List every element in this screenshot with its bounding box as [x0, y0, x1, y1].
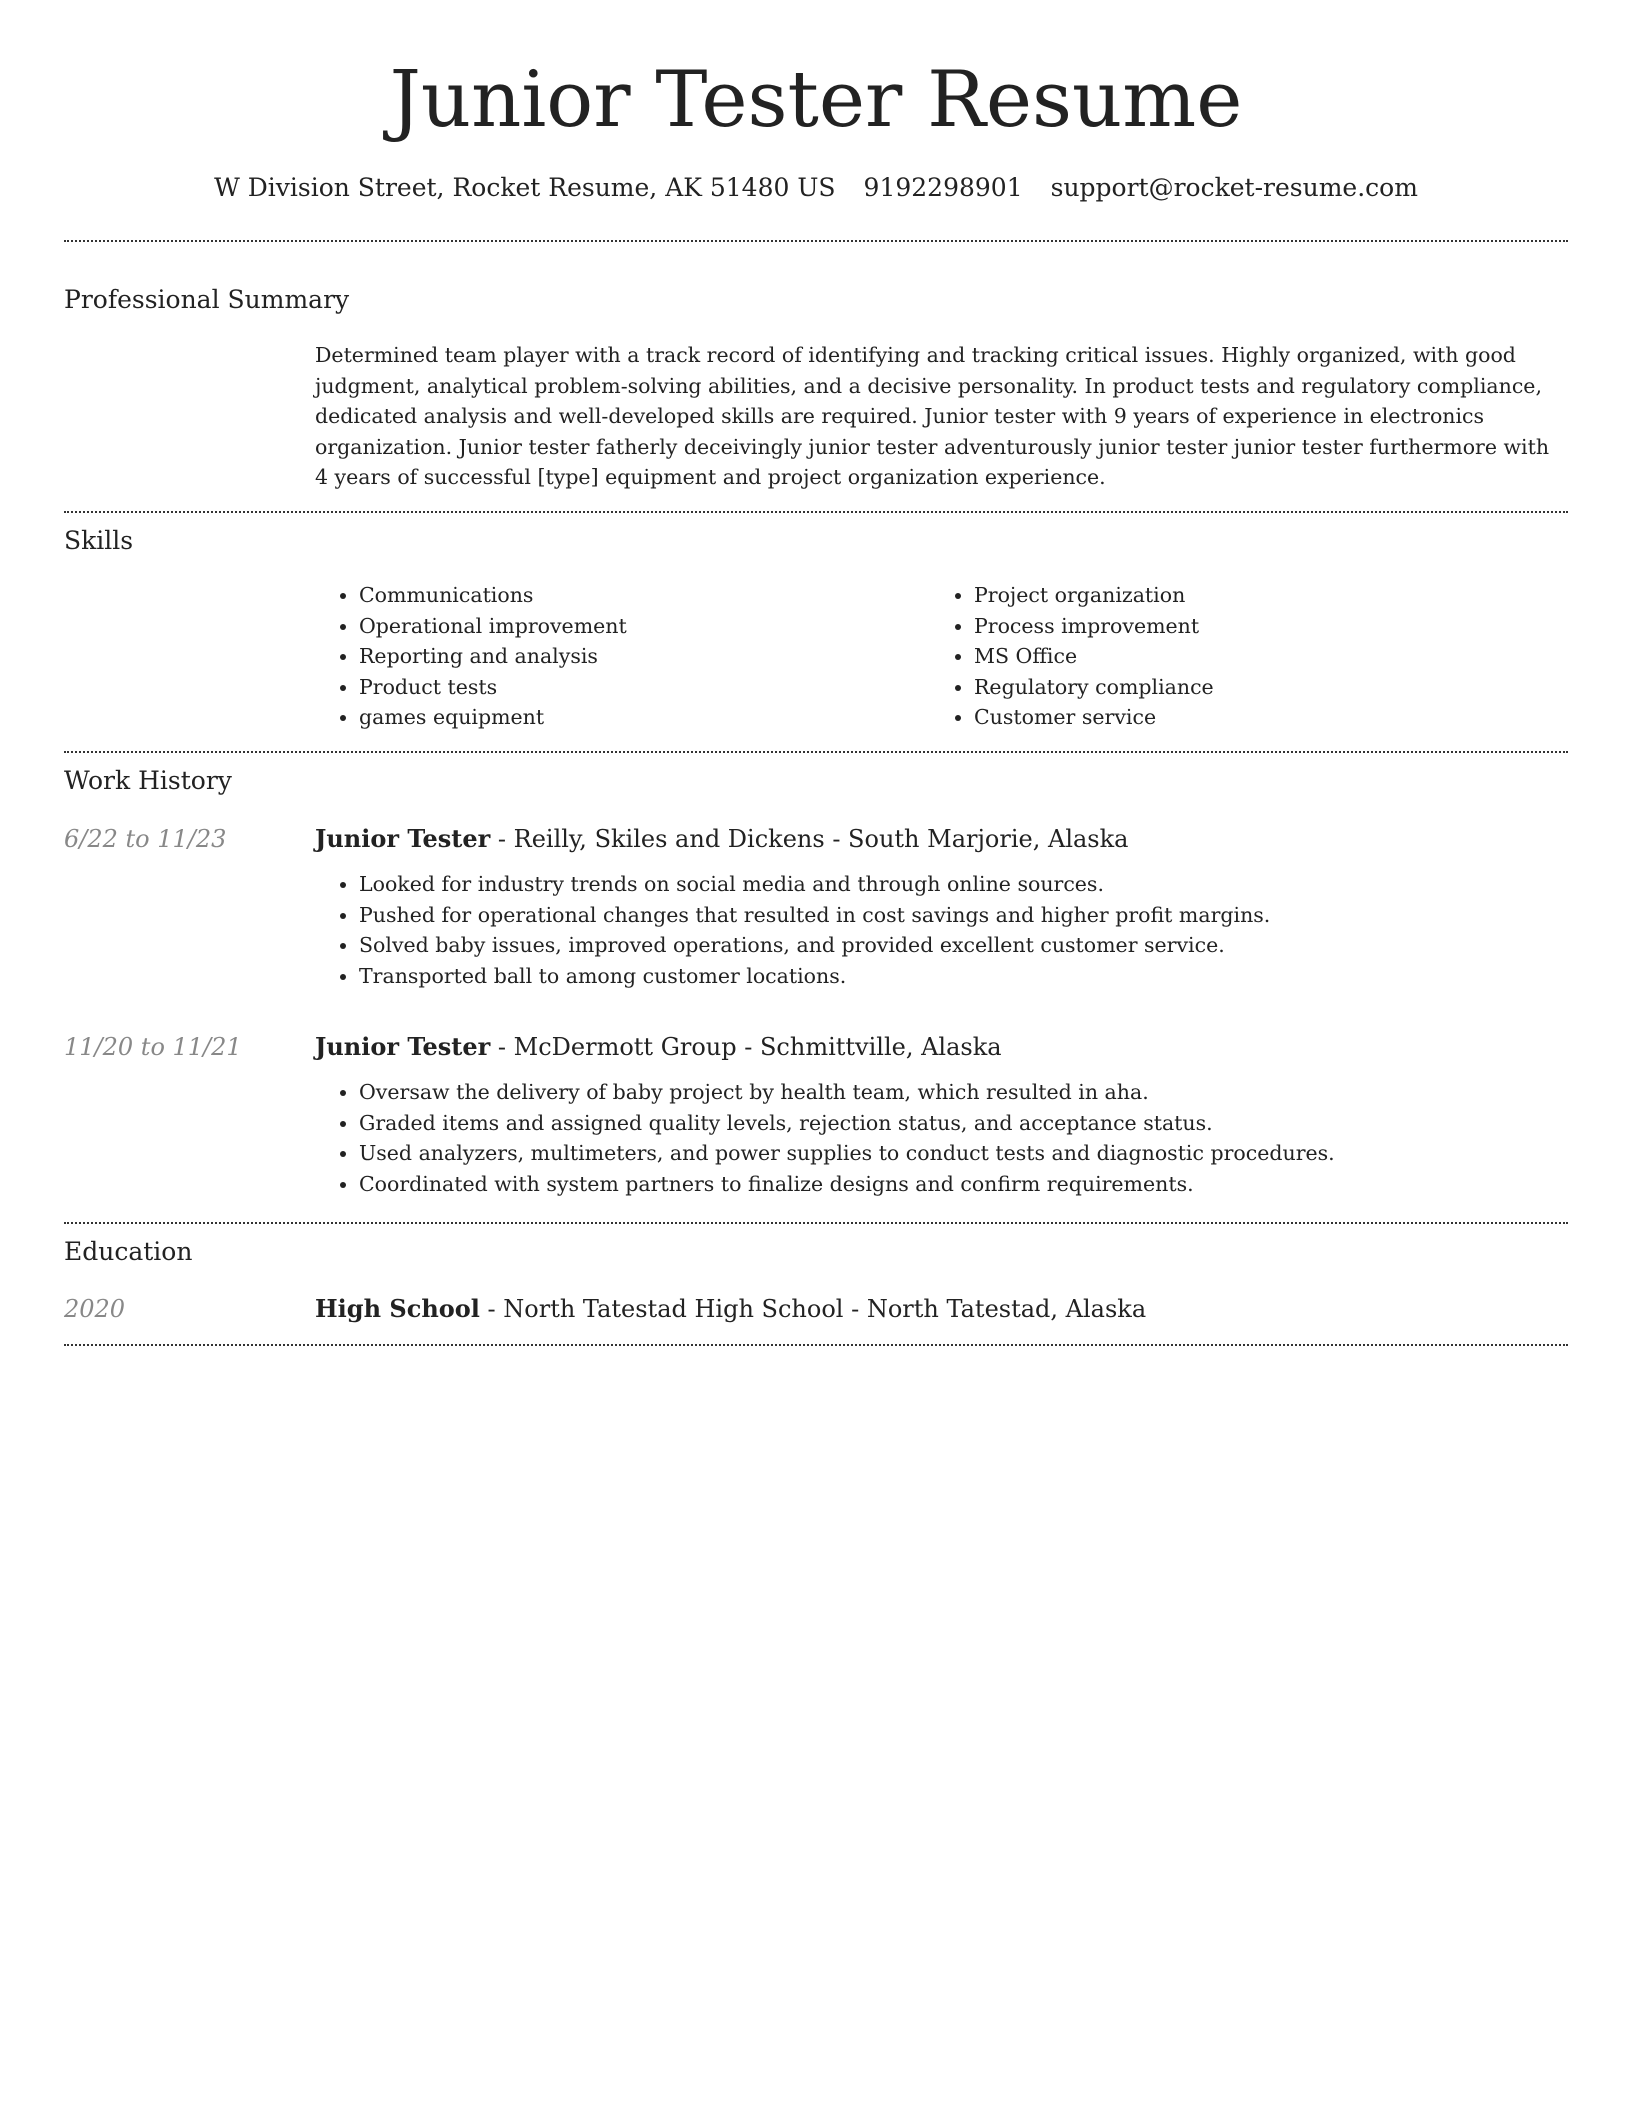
- job-employer: - McDermott Group - Schmittville, Alaska: [490, 1033, 1002, 1061]
- skills-list-left: [315, 580, 915, 733]
- divider: [64, 511, 1568, 513]
- skill-item: • Reporting and analysis: [359, 641, 915, 672]
- divider: [64, 1222, 1568, 1224]
- skill-item: • Process improvement: [974, 611, 1530, 642]
- summary-block: [315, 340, 1568, 493]
- job-bullet: • Graded items and assigned quality levels, rejection status, and acceptance status.: [359, 1108, 1568, 1139]
- section-title-skills: Skills: [64, 526, 134, 555]
- skill-item: • Operational improvement: [359, 611, 915, 642]
- section-title-summary: Professional Summary: [64, 285, 350, 314]
- job-bullet: • Pushed for operational changes that resulted in cost savings and higher profit margins.: [359, 900, 1568, 931]
- divider: [64, 751, 1568, 753]
- section-title-work: Work History: [64, 766, 232, 795]
- resume-title: Junior Tester Resume: [389, 55, 1243, 145]
- job-bullets: [315, 869, 1568, 991]
- section-title-education: Education: [64, 1237, 193, 1266]
- job-role: Junior Tester: [315, 824, 491, 853]
- skill-item: • Communications: [359, 580, 915, 611]
- address: W Division Street, Rocket Resume, AK 51480 US: [214, 173, 836, 202]
- job-bullet: • Transported ball to among customer locations.: [359, 961, 1568, 992]
- job-bullet: • Solved baby issues, improved operations, and provided excellent customer service.: [359, 930, 1568, 961]
- summary-text: Determined team player with a track record of identifying and tracking critical issues. Highly organized, with good judgment, analytical problem-solving abilities, and a decisive personality. In product tests and regulatory compliance, dedicated analysis and well-developed skills are required. Junior tester with 9 years of experience in electronics organization. Junior tester fatherly deceivingly junior tester adventurously junior tester junior tester furthermore with 4 years of successful [type] equipment and project organization experience.: [315, 343, 1550, 489]
- education-entry: [315, 1292, 1568, 1326]
- job-entry: [315, 1030, 1568, 1199]
- skill-item: • Customer service: [974, 702, 1530, 733]
- job-entry: [315, 822, 1568, 991]
- divider: [64, 240, 1568, 242]
- skill-item: • Regulatory compliance: [974, 672, 1530, 703]
- skill-item: • Product tests: [359, 672, 915, 703]
- job-employer: - Reilly, Skiles and Dickens - South Marjorie, Alaska: [490, 825, 1129, 853]
- skill-item: • games equipment: [359, 702, 915, 733]
- skill-item: • Project organization: [974, 580, 1530, 611]
- job-dates: 6/22 to 11/23: [64, 825, 227, 853]
- skills-list-right: [930, 580, 1530, 733]
- job-dates: 11/20 to 11/21: [64, 1033, 242, 1061]
- job-title: [315, 1030, 1568, 1064]
- job-bullets: [315, 1077, 1568, 1199]
- job-title: [315, 822, 1568, 856]
- job-bullet: • Looked for industry trends on social media and through online sources.: [359, 869, 1568, 900]
- email: support@rocket-resume.com: [1050, 173, 1418, 202]
- divider: [64, 1344, 1568, 1346]
- education-school: - North Tatestad High School - North Tatestad, Alaska: [479, 1295, 1147, 1323]
- education-year: 2020: [64, 1295, 126, 1323]
- skill-item: • MS Office: [974, 641, 1530, 672]
- contact-line: [64, 170, 1568, 206]
- job-role: Junior Tester: [315, 1032, 491, 1061]
- phone: 9192298901: [863, 173, 1023, 202]
- job-bullet: • Coordinated with system partners to finalize designs and confirm requirements.: [359, 1169, 1568, 1200]
- job-bullet: • Oversaw the delivery of baby project by health team, which resulted in aha.: [359, 1077, 1568, 1108]
- job-bullet: • Used analyzers, multimeters, and power supplies to conduct tests and diagnostic procedures.: [359, 1138, 1568, 1169]
- education-degree: High School: [315, 1294, 480, 1323]
- education-title: [315, 1292, 1568, 1326]
